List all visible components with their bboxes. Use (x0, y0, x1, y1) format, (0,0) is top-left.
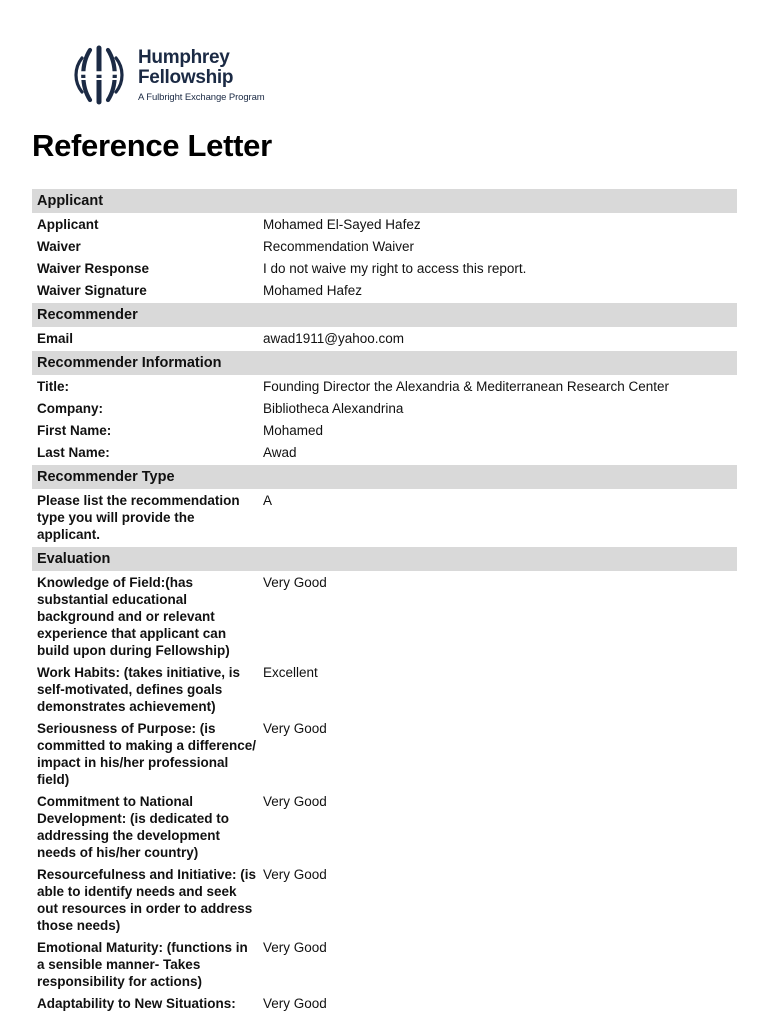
section-header: Recommender Type (32, 465, 737, 489)
field-value: I do not waive my right to access this report. (263, 261, 527, 276)
field-label: Waiver Response (37, 261, 150, 276)
section-header: Recommender (32, 303, 737, 327)
field-label: Waiver Signature (37, 283, 147, 298)
field-value: Very Good (263, 794, 327, 809)
field-label: Email (37, 331, 74, 346)
field-value: Excellent (263, 665, 318, 680)
field-value: Very Good (263, 996, 327, 1011)
field-row (32, 375, 737, 397)
field-row (32, 397, 737, 419)
field-row (32, 936, 737, 992)
section-header: Recommender Information (32, 351, 737, 375)
field-label: Applicant (37, 217, 99, 232)
fellowship-globe-logo-icon (68, 44, 130, 106)
field-row (32, 717, 737, 790)
field-row (32, 419, 737, 441)
humphrey-fellowship-logo (68, 44, 265, 106)
field-label: Last Name: (37, 445, 110, 460)
field-row (32, 441, 737, 463)
field-value: awad1911@yahoo.com (263, 331, 405, 346)
field-row (32, 257, 737, 279)
reference-form (32, 189, 737, 1014)
field-label: Emotional Maturity: (functions in a sensible manner- Takes responsibility for actions) (37, 940, 248, 989)
field-label: Seriousness of Purpose: (is committed to making a difference/ impact in his/her professional field) (37, 721, 257, 787)
field-row (32, 235, 737, 257)
field-label: Adaptability to New Situations: (37, 996, 236, 1011)
field-label: Knowledge of Field:(has substantial educational background and or relevant experience that applicant can build upon during Fellowship) (37, 575, 230, 658)
field-label: Commitment to National Development: (is dedicated to addressing the development needs of his/her country) (37, 794, 230, 860)
field-value: Awad (263, 445, 297, 460)
field-row (32, 571, 737, 661)
field-value: Bibliotheca Alexandrina (263, 401, 404, 416)
field-row (32, 992, 737, 1014)
field-row (32, 213, 737, 235)
logo-wordmark-line2: Fellowship (138, 66, 234, 88)
field-row (32, 327, 737, 349)
field-value: A (263, 493, 273, 508)
field-value: Very Good (263, 721, 327, 736)
field-value: Founding Director the Alexandria & Mediterranean Research Center (263, 379, 669, 394)
field-value: Very Good (263, 940, 327, 955)
field-value: Recommendation Waiver (263, 239, 415, 254)
logo-tagline: A Fulbright Exchange Program (138, 91, 265, 103)
field-row (32, 661, 737, 717)
logo-wordmark-line1: Humphrey (138, 46, 230, 68)
section-header: Evaluation (32, 547, 737, 571)
field-label: Company: (37, 401, 104, 416)
field-row (32, 279, 737, 301)
field-value: Mohamed Hafez (263, 283, 363, 298)
field-value: Very Good (263, 867, 327, 882)
field-label: Work Habits: (takes initiative, is self-motivated, defines goals demonstrates achievement) (37, 665, 241, 714)
field-label: Waiver (37, 239, 81, 254)
section-header: Applicant (32, 189, 737, 213)
field-row (32, 863, 737, 936)
field-row (32, 790, 737, 863)
field-value: Mohamed (263, 423, 324, 438)
field-row (32, 489, 737, 545)
field-label: Please list the recommendation type you will provide the applicant. (37, 493, 240, 542)
field-label: Resourcefulness and Initiative: (is able to identify needs and seek out resources in order to address those needs) (37, 867, 257, 933)
page-title: Reference Letter (32, 128, 272, 163)
field-value: Mohamed El-Sayed Hafez (263, 217, 421, 232)
field-label: Title: (37, 379, 70, 394)
field-value: Very Good (263, 575, 327, 590)
field-label: First Name: (37, 423, 112, 438)
